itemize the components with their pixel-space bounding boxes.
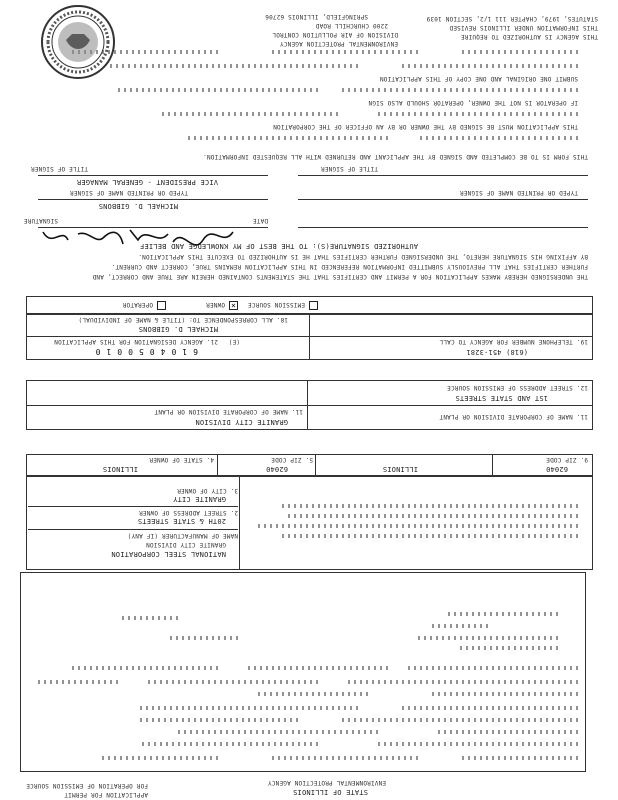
signer-title-label-2: TITLE OF SIGNER bbox=[320, 165, 378, 172]
footer-addr-2: DIVISION OF AIR POLLUTION CONTROL bbox=[272, 31, 398, 38]
owner-city: GRANITE CITY bbox=[173, 495, 226, 503]
manufacturer-name: NATIONAL STEEL CORPORATION bbox=[111, 550, 226, 558]
footer-right-3: STATUTES, 1979, CHAPTER 111 1/2, SECTION 1039 bbox=[426, 15, 598, 22]
footer-addr-3: 2200 CHURCHILL ROAD bbox=[315, 22, 388, 29]
header-title: APPLICATION FOR PERMIT bbox=[64, 791, 148, 798]
owner-city-label: 3. CITY OF OWNER bbox=[177, 487, 238, 494]
header-state: STATE OF ILLINOIS bbox=[292, 788, 368, 796]
operator-zip-label: 9. ZIP CODE bbox=[546, 456, 588, 463]
corp-label: 11. NAME OF CORPORATE DIVISION OR PLANT bbox=[154, 408, 303, 415]
operator-state: ILLINOIS bbox=[382, 465, 418, 473]
operator-check-label: OPERATOR bbox=[122, 301, 153, 308]
footer-right-2: THIS INFORMATION UNDER ILLINOIS REVISED bbox=[449, 24, 598, 31]
owner-zip-label: 5. ZIP CODE bbox=[271, 456, 313, 463]
owner-check-label: OWNER bbox=[205, 301, 225, 308]
owner-street-label: 2. STREET ADDRESS OF OWNER bbox=[138, 509, 238, 516]
signer-title-label: TITLE OF SIGNER bbox=[30, 165, 88, 172]
contact-name: MICHAEL D. GIBBONS bbox=[138, 325, 218, 333]
handwritten-signature bbox=[28, 222, 238, 252]
operator-zip: 62040 bbox=[545, 465, 568, 473]
footer-right-1: THIS AGENCY IS AUTHORIZED TO REQUIRE bbox=[460, 33, 598, 40]
instruction-3: SUBMIT ONE ORIGINAL AND ONE COPY OF THIS APPLICATION bbox=[379, 75, 578, 82]
state-seal-icon bbox=[38, 2, 118, 82]
emission-street: 1ST AND STATE STREETS bbox=[455, 394, 548, 402]
agency-id-label: 21. AGENCY DESIGNATION FOR THIS APPLICATION bbox=[54, 338, 218, 345]
footer-addr-1: ENVIRONMENTAL PROTECTION AGENCY bbox=[279, 40, 398, 47]
instruction-2: IF OPERATOR IS NOT THE OWNER, OPERATOR SHOULD ALSO SIGN bbox=[368, 99, 578, 106]
emission-source-checkbox[interactable] bbox=[309, 301, 318, 310]
phone-number: (618) 451-3281 bbox=[466, 348, 528, 356]
signer-name: MICHAEL D. GIBBONS bbox=[98, 202, 178, 210]
authorized-line: AUTHORIZED SIGNATURE(S): TO THE BEST OF MY KNOWLEDGE AND BELIEF bbox=[139, 242, 418, 250]
signer-title: VICE PRESIDENT - GENERAL MANAGER bbox=[76, 178, 218, 186]
owner-state: ILLINOIS bbox=[102, 465, 138, 473]
division-name: GRANITE CITY DIVISION bbox=[145, 541, 226, 548]
signer-name-label: TYPED OR PRINTED NAME OF SIGNER bbox=[69, 189, 188, 196]
emission-check-label: EMISSION SOURCE bbox=[247, 301, 305, 308]
emission-street-label: 12. STREET ADDRESS OF EMISSION SOURCE bbox=[446, 384, 588, 391]
agency-id-suffix: (E) bbox=[228, 338, 240, 345]
cert-text-1: THE UNDERSIGNED HEREBY MAKES APPLICATION FOR A PERMIT AND CERTIFIES THAT THE STATEMENTS CONTAINED HEREIN ARE TRUE AND CORRECT, AND bbox=[92, 273, 588, 280]
owner-checkbox[interactable]: × bbox=[229, 301, 238, 310]
cert-text-2: FURTHER CERTIFIES THAT ALL PREVIOUSLY SUBMITTED INFORMATION REFERENCED IN THIS APPLICATION REMAINS TRUE, CORRECT AND CURRENT. bbox=[111, 263, 588, 270]
header-agency: ENVIRONMENTAL PROTECTION AGENCY bbox=[267, 779, 386, 786]
correspondence-label: 18. ALL CORRESPONDENCE TO: (TITLE & NAME OF INDIVIDUAL) bbox=[78, 316, 288, 323]
signature-label: SIGNATURE bbox=[23, 217, 58, 224]
owner-state-label: 4. STATE OF OWNER bbox=[149, 456, 214, 463]
corp-name: GRANITE CITY DIVISION bbox=[195, 418, 288, 426]
cert-note: THIS FORM IS TO BE COMPLETED AND SIGNED BY THE APPLICANT AND RETURNED WITH ALL REQUESTED INFORMATION. bbox=[202, 153, 588, 160]
manufacturer-label: NAME OF MANUFACTURER (IF ANY) bbox=[127, 532, 238, 539]
instruction-1: THIS APPLICATION MUST BE SIGNED BY THE OWNER OR BY AN OFFICER OF THE CORPORATION bbox=[273, 123, 578, 130]
corp-label-left: 11. NAME OF CORPORATE DIVISION OR PLANT bbox=[439, 413, 588, 420]
signer-name-label-2: TYPED OR PRINTED NAME OF SIGNER bbox=[459, 189, 578, 196]
date-label: DATE bbox=[252, 217, 268, 224]
operator-checkbox[interactable] bbox=[157, 301, 166, 310]
footer-addr-4: SPRINGFIELD, ILLINOIS 62706 bbox=[265, 13, 368, 20]
agency-id-number: 6 1 0 4 0 5 0 0 1 0 bbox=[95, 347, 198, 356]
phone-label: 19. TELEPHONE NUMBER FOR AGENCY TO CALL bbox=[439, 338, 588, 345]
owner-zip: 62040 bbox=[265, 465, 288, 473]
cert-text-3: BY AFFIXING HIS SIGNATURE HERETO, THE UNDERSIGNED FURTHER CERTIFIES THAT HE IS AUTHORIZED TO EXECUTE THIS APPLICATION. bbox=[138, 253, 588, 260]
owner-street: 20TH & STATE STREETS bbox=[137, 517, 226, 525]
header-subtitle: FOR OPERATION OF EMISSION SOURCE bbox=[26, 782, 148, 789]
